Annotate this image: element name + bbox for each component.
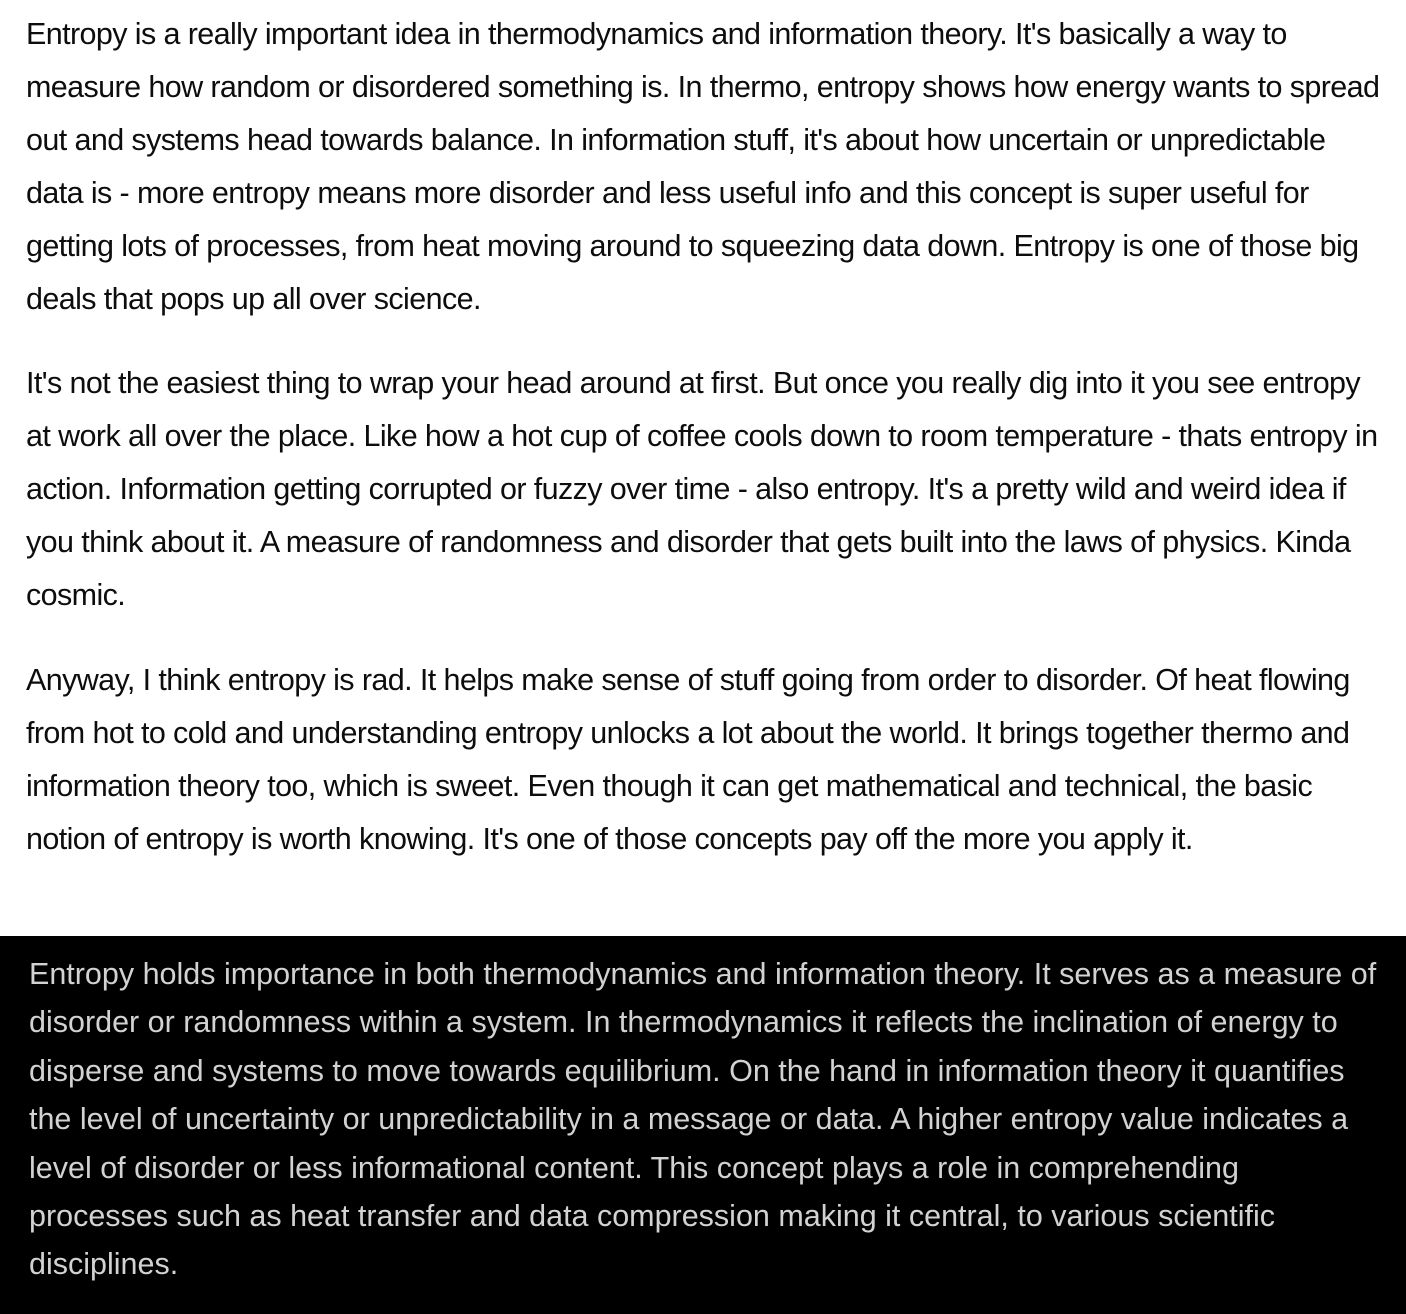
original-paragraph-3: Anyway, I think entropy is rad. It helps make sense of stuff going from order to disorder. Of heat flowing from hot to cold and understanding entropy unlocks a lot about the world. It brings together thermo and information theory too, which is sweet. Even though it can get mathematical and technical, the basic notion of entropy is worth knowing. It's one of those concepts pay off the more you apply it.: [26, 662, 1350, 856]
rewritten-text-section: [0, 936, 1406, 1314]
rewritten-paragraph: Entropy holds importance in both thermodynamics and information theory. It serves as a measure of disorder or randomness within a system. In thermodynamics it reflects the inclination of energy to disperse and systems to move towards equilibrium. On the hand in information theory it quantifies the level of uncertainty or unpredictability in a message or data. A higher entropy value indicates a level of disorder or less informational content. This concept plays a role in comprehending processes such as heat transfer and data compression making it central, to various scientific disciplines.: [29, 957, 1377, 1282]
original-paragraph-1: Entropy is a really important idea in thermodynamics and information theory. It's basically a way to measure how random or disordered something is. In thermo, entropy shows how energy wants to spread out and systems head towards balance. In information stuff, it's about how uncertain or unpredictable data is - more entropy means more disorder and less useful info and this concept is super useful for getting lots of processes, from heat moving around to squeezing data down. Entropy is one of those big deals that pops up all over science.: [26, 17, 1380, 316]
original-paragraph-2: It's not the easiest thing to wrap your head around at first. But once you really dig into it you see entropy at work all over the place. Like how a hot cup of coffee cools down to room temperature - thats entropy in action. Information getting corrupted or fuzzy over time - also entropy. It's a pretty wild and weird idea if you think about it. A measure of randomness and disorder that gets built into the laws of physics. Kinda cosmic.: [26, 366, 1378, 613]
